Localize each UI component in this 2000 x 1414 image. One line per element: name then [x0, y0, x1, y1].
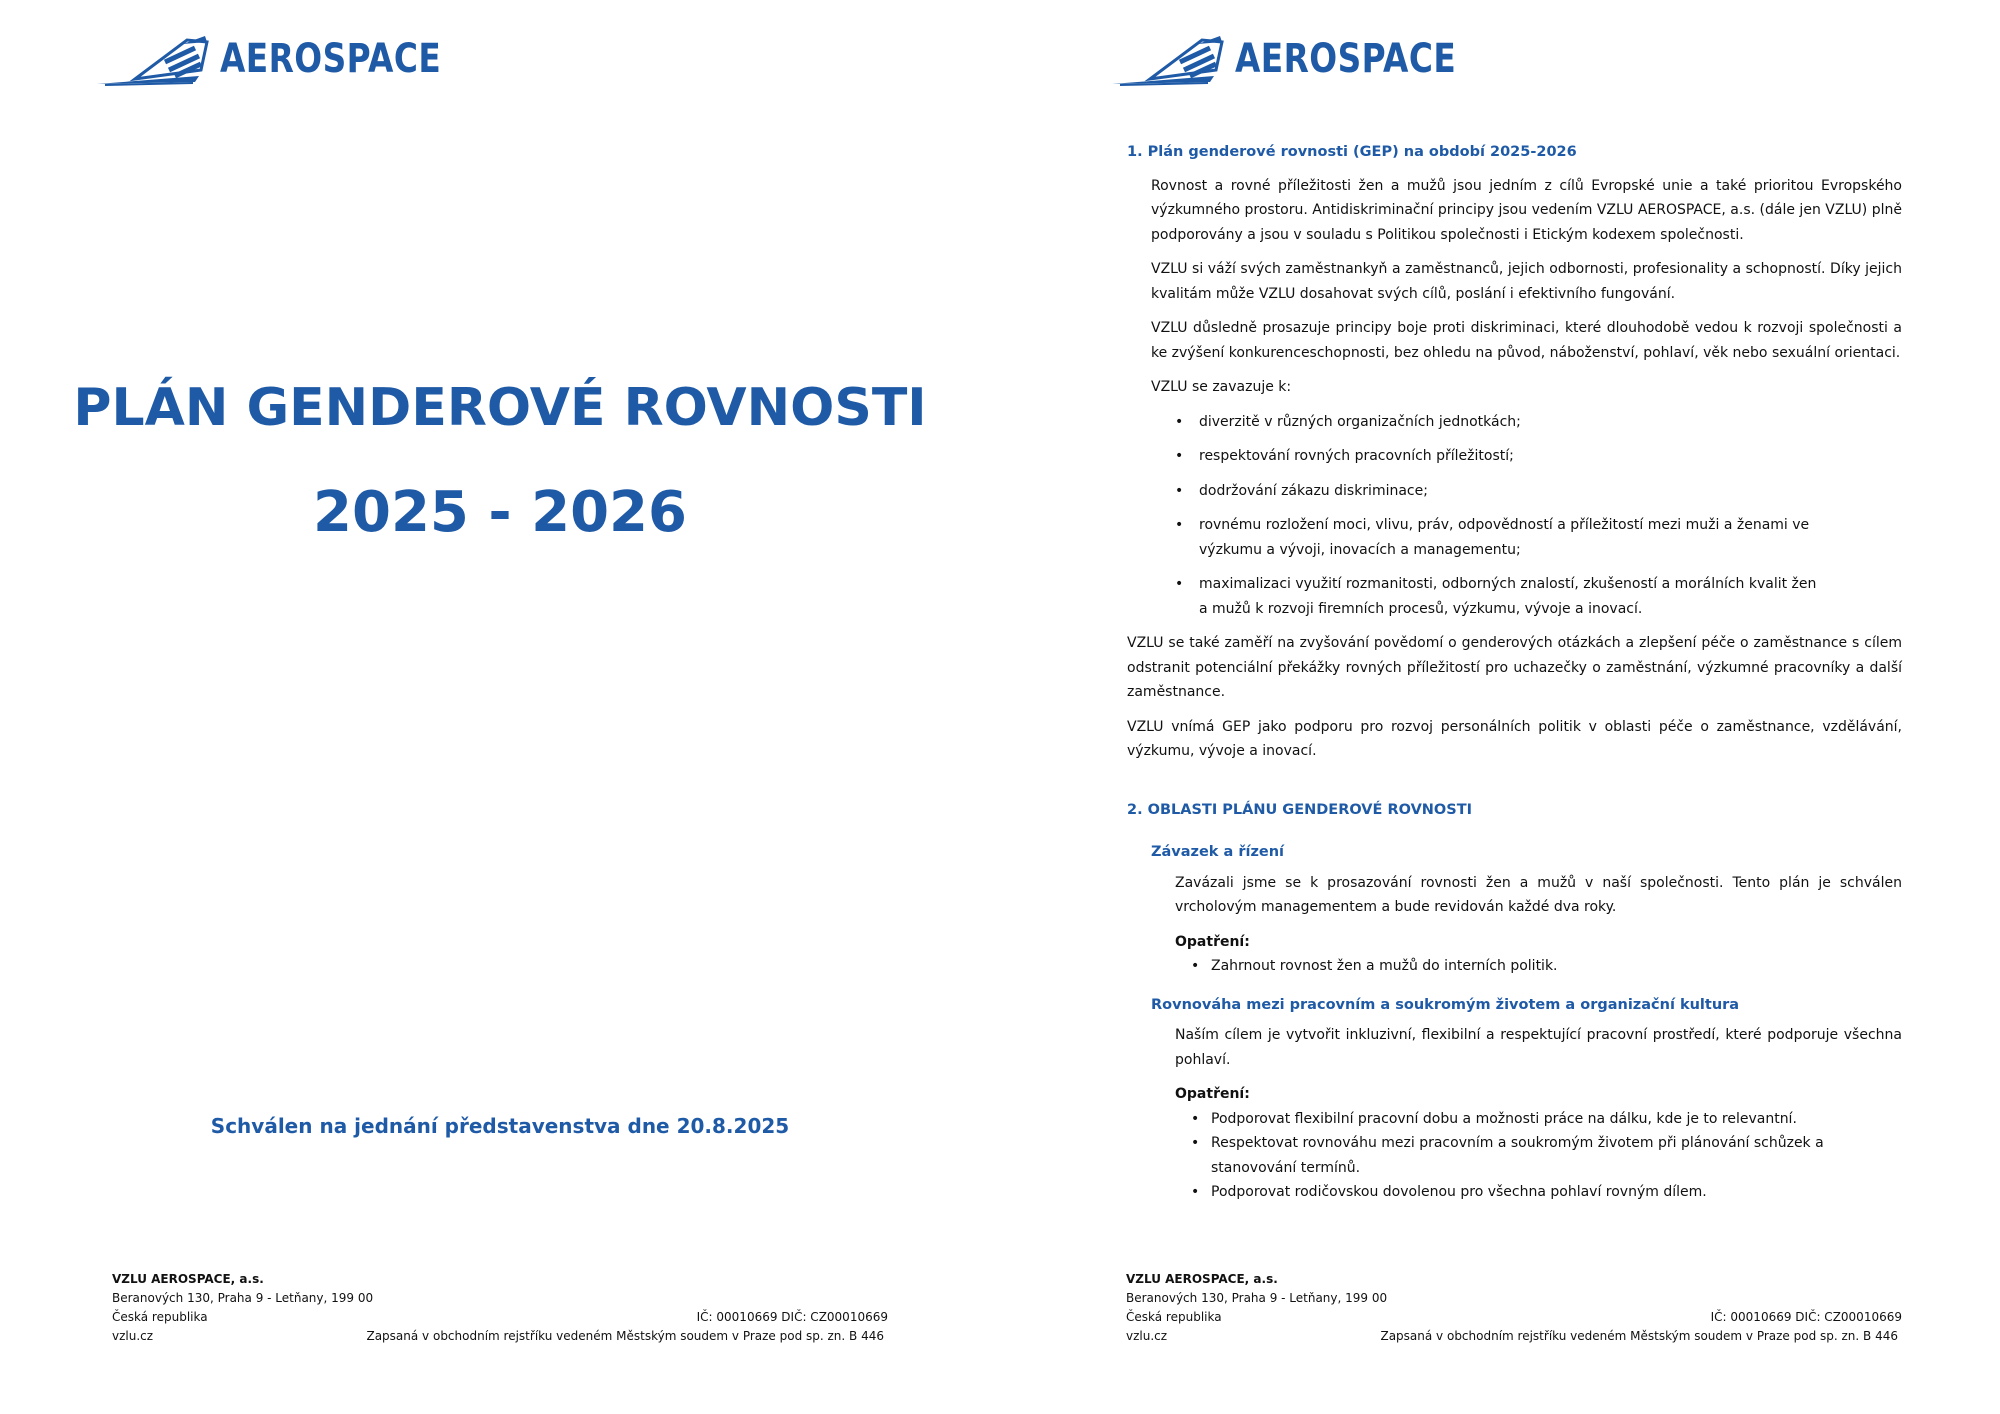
list-item: • diverzitě v různých organizačních jednotkách; — [1151, 410, 1819, 435]
logo-text: AEROSPACE — [1235, 36, 1457, 82]
subsection-heading: Rovnováha mezi pracovním a soukromým životem a organizační kultura — [1151, 996, 1740, 1013]
page-footer — [112, 1270, 888, 1350]
section1-paragraph: VZLU důsledně prosazuje principy boje proti diskriminaci, které dlouhodobě vedou k rozvoji společnosti a ke zvýšení konkurenceschopnosti, bez ohledu na původ, náboženství, pohlaví, věk nebo sexuální orientaci. — [1151, 320, 1902, 361]
footer-company: VZLU AEROSPACE, a.s. — [112, 1272, 264, 1286]
list-item: • Respektovat rovnováhu mezi pracovním a soukromým životem při plánování schůzek a stanovování termínů. — [1127, 1131, 1851, 1180]
footer-web: vzlu.cz — [112, 1329, 154, 1343]
document-body — [1127, 140, 1902, 1213]
aerospace-wing-logo-icon — [95, 32, 215, 90]
footer-web: vzlu.cz — [1126, 1329, 1168, 1343]
measures-list — [1127, 954, 1902, 979]
logo-text: AEROSPACE — [220, 36, 442, 82]
approval-note: Schválen na jednání představenstva dne 20.8.2025 — [210, 1114, 790, 1138]
commitments-intro: VZLU se zavazuje k: — [1151, 379, 1292, 395]
footer-registry: Zapsaná v obchodním rejstříku vedeném Městským soudem v Praze pod sp. zn. B 446 — [366, 1329, 884, 1343]
footer-country: Česká republika — [112, 1310, 208, 1324]
commitments-list — [1127, 410, 1902, 622]
footer-company: VZLU AEROSPACE, a.s. — [1126, 1272, 1278, 1286]
bullet-icon: • — [1191, 1184, 1200, 1200]
bullet-icon: • — [1175, 576, 1184, 592]
list-item: • Podporovat rodičovskou dovolenou pro všechna pohlaví rovným dílem. — [1127, 1180, 1851, 1205]
list-item: • dodržování zákazu diskriminace; — [1151, 479, 1819, 504]
section1-paragraph: VZLU si váží svých zaměstnankyň a zaměstnanců, jejich odbornosti, profesionality a schopností. Díky jejich kvalitám může VZLU dosahovat svých cílů, poslání i efektivního fungování. — [1151, 261, 1902, 302]
subsection-heading: Závazek a řízení — [1151, 844, 1285, 860]
section1-heading: 1. Plán genderové rovnosti (GEP) na období 2025-2026 — [1127, 144, 1577, 160]
cover-years: 2025 - 2026 — [313, 480, 687, 545]
cover-title: PLÁN GENDEROVÉ ROVNOSTI — [73, 378, 927, 438]
section1-paragraph: VZLU se také zaměří na zvyšování povědomí o genderových otázkách a zlepšení péče o zaměstnance s cílem odstranit potenciální překážky rovných příležitostí pro uchazečky o zaměstnání, výzkumné pracovníky a další zaměstnance. — [1127, 635, 1902, 700]
footer-ids: IČ: 00010669 DIČ: CZ00010669 — [1710, 1310, 1902, 1324]
bullet-icon: • — [1175, 413, 1184, 430]
bullet-icon: • — [1191, 1135, 1200, 1151]
footer-address: Beranových 130, Praha 9 - Letňany, 199 00 — [1126, 1291, 1388, 1305]
list-item: • Zahrnout rovnost žen a mužů do interních politik. — [1127, 954, 1851, 979]
list-item: • respektování rovných pracovních příležitostí; — [1151, 444, 1819, 469]
footer-registry: Zapsaná v obchodním rejstříku vedeném Městským soudem v Praze pod sp. zn. B 446 — [1380, 1329, 1898, 1343]
list-item: • rovnému rozložení moci, vlivu, práv, odpovědností a příležitostí mezi muži a ženami ve výzkumu a vývoji, inovacích a managementu; — [1151, 513, 1819, 562]
measures-label: Opatření: — [1175, 1086, 1250, 1102]
section2-heading: 2. OBLASTI PLÁNU GENDEROVÉ ROVNOSTI — [1127, 801, 1472, 818]
section1-paragraph: Rovnost a rovné příležitosti žen a mužů jsou jedním z cílů Evropské unie a také prioritou Evropského výzkumného prostoru. Antidiskriminační principy jsou vedením VZLU AEROSPACE, a.s. (dále jen VZLU) plně podporovány a jsou v souladu s Politikou společnosti i Etickým kodexem společnosti. — [1151, 177, 1902, 243]
footer-address: Beranových 130, Praha 9 - Letňany, 199 00 — [112, 1291, 374, 1305]
section1-paragraph: VZLU vnímá GEP jako podporu pro rozvoj personálních politik v oblasti péče o zaměstnance, vzdělávání, výzkumu, vývoje a inovací. — [1127, 718, 1902, 759]
measures-list — [1127, 1107, 1902, 1205]
content-page — [1000, 0, 2000, 1414]
bullet-icon: • — [1191, 958, 1200, 974]
aerospace-wing-logo-icon — [1110, 32, 1230, 90]
measures-label: Opatření: — [1175, 933, 1250, 950]
footer-ids: IČ: 00010669 DIČ: CZ00010669 — [696, 1310, 888, 1324]
list-item: • Podporovat flexibilní pracovní dobu a možnosti práce na dálku, kde je to relevantní. — [1127, 1107, 1851, 1132]
bullet-icon: • — [1175, 517, 1184, 533]
subsection-text: Naším cílem je vytvořit inkluzivní, flexibilní a respektující pracovní prostředí, které podporuje všechna pohlaví. — [1175, 1027, 1902, 1068]
footer-country: Česká republika — [1126, 1310, 1222, 1324]
list-item: • maximalizaci využití rozmanitosti, odborných znalostí, zkušeností a morálních kvalit žen a mužů k rozvoji firemních procesů, výzkumu, vývoje a inovací. — [1151, 572, 1819, 621]
aerospace-logo — [95, 30, 442, 90]
subsection-text: Zavázali jsme se k prosazování rovnosti žen a mužů v naší společnosti. Tento plán je schválen vrcholovým managementem a bude revidován každé dva roky. — [1175, 874, 1902, 915]
bullet-icon: • — [1175, 448, 1184, 464]
bullet-icon: • — [1191, 1110, 1200, 1127]
bullet-icon: • — [1175, 482, 1184, 499]
page-footer — [1126, 1270, 1902, 1350]
aerospace-logo — [1110, 30, 1457, 90]
